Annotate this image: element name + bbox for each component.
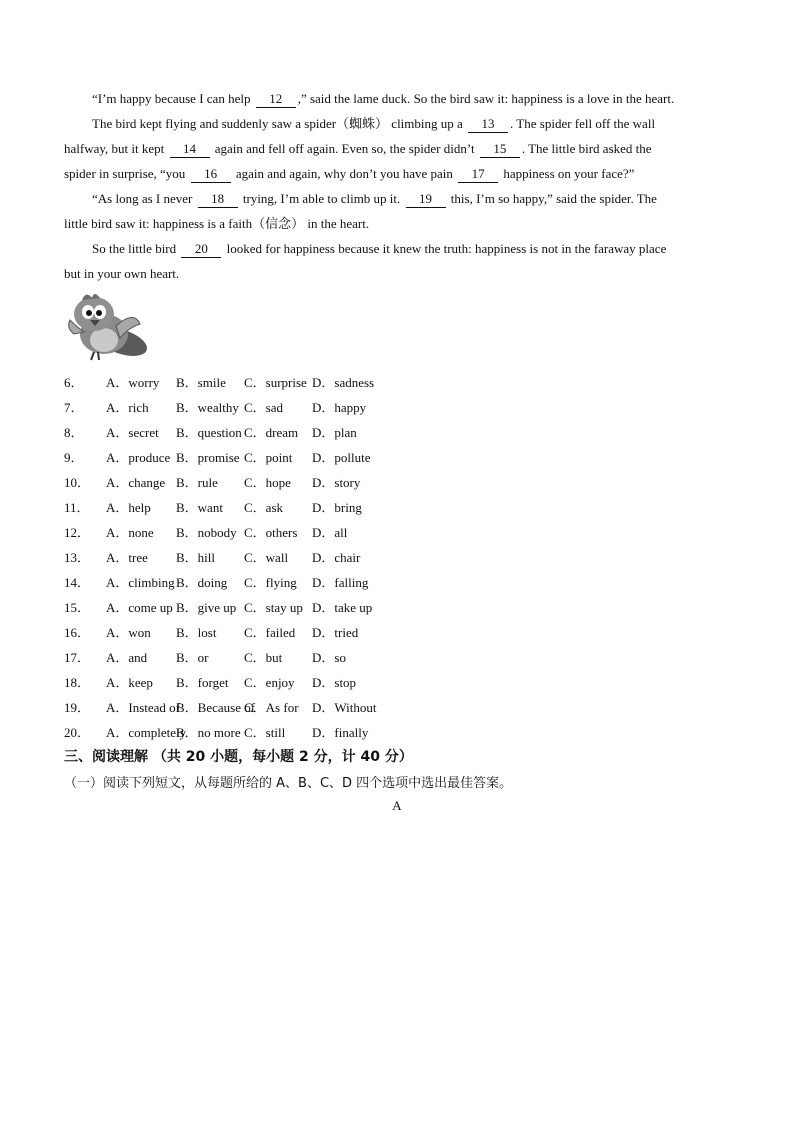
passage-text: spider in surprise, “you	[64, 166, 189, 181]
option-b[interactable]: B．or	[176, 650, 209, 665]
passage-text: this, I’m so happy,” said the spider. The	[447, 191, 657, 206]
question-number: 18．	[64, 675, 91, 690]
question-number: 17．	[64, 650, 91, 665]
passage-text: little bird saw it: happiness is a faith（信念） in the heart.	[64, 216, 370, 231]
question-number: 15．	[64, 600, 91, 615]
option-d[interactable]: D．finally	[312, 725, 369, 740]
option-d[interactable]: D．happy	[312, 400, 367, 415]
option-c[interactable]: C．point	[244, 450, 293, 465]
blank-12: 12	[256, 90, 296, 108]
option-a[interactable]: A．none	[106, 525, 154, 540]
option-a[interactable]: A．change	[106, 475, 166, 490]
option-c[interactable]: C．enjoy	[244, 675, 295, 690]
option-c[interactable]: C．failed	[244, 625, 296, 640]
question-number: 20．	[64, 725, 91, 740]
option-b[interactable]: B．Because of	[176, 700, 256, 715]
question-number: 10．	[64, 475, 91, 490]
passage-text: happiness on your face?”	[500, 166, 635, 181]
option-c[interactable]: C．sad	[244, 400, 284, 415]
option-b[interactable]: B．lost	[176, 625, 217, 640]
passage-line	[64, 161, 724, 186]
blank-20: 20	[181, 240, 221, 258]
option-c[interactable]: C．flying	[244, 575, 297, 590]
option-b[interactable]: B．nobody	[176, 525, 237, 540]
option-a[interactable]: A．produce	[106, 450, 171, 465]
passage-text: looked for happiness because it knew the truth: happiness is not in the faraway place	[223, 241, 667, 256]
blank-17: 17	[458, 165, 498, 183]
option-c[interactable]: C．hope	[244, 475, 291, 490]
option-b[interactable]: B．forget	[176, 675, 229, 690]
question-number: 11．	[64, 500, 90, 515]
passage-text: The bird kept flying and suddenly saw a spider（蜘蛛） climbing up a	[92, 116, 467, 131]
passage-text: halfway, but it kept	[64, 141, 168, 156]
option-d[interactable]: D．stop	[312, 675, 357, 690]
option-c[interactable]: C．wall	[244, 550, 289, 565]
option-c[interactable]: C．others	[244, 525, 298, 540]
option-a[interactable]: A．won	[106, 625, 151, 640]
blank-16: 16	[191, 165, 231, 183]
passage-line	[64, 261, 724, 286]
option-b[interactable]: B．give up	[176, 600, 237, 615]
section-title: 三、阅读理解 （共 20 小题，每小题 2 分，计 40 分）	[64, 749, 413, 765]
option-d[interactable]: D．pollute	[312, 450, 371, 465]
passage-text: again and again, why don’t you have pain	[232, 166, 457, 181]
question-number: 13．	[64, 550, 91, 565]
passage-line	[64, 111, 724, 136]
passage-text: trying, I’m able to climb up it.	[239, 191, 404, 206]
question-number: 12．	[64, 525, 91, 540]
passage-text: “I’m happy because I can help	[92, 91, 254, 106]
option-b[interactable]: B．question	[176, 425, 242, 440]
passage-line	[64, 136, 724, 161]
option-a[interactable]: A．climbing	[106, 575, 175, 590]
option-a[interactable]: A．keep	[106, 675, 153, 690]
passage-line	[64, 86, 724, 111]
option-b[interactable]: B．no more	[176, 725, 241, 740]
passage-text: . The spider fell off the wall	[510, 116, 656, 131]
option-a[interactable]: A．secret	[106, 425, 159, 440]
option-a[interactable]: A．completely	[106, 725, 187, 740]
option-b[interactable]: B．promise	[176, 450, 240, 465]
question-number: 6．	[64, 375, 84, 390]
passage-label: A	[392, 798, 402, 813]
option-a[interactable]: A．worry	[106, 375, 160, 390]
question-number: 19．	[64, 700, 91, 715]
question-number: 7．	[64, 400, 84, 415]
blank-18: 18	[198, 190, 238, 208]
option-d[interactable]: D．sadness	[312, 375, 375, 390]
blank-15: 15	[480, 140, 520, 158]
option-a[interactable]: A．Instead of	[106, 700, 181, 715]
option-b[interactable]: B．doing	[176, 575, 228, 590]
passage-text: again and fell off again. Even so, the spider didn’t	[211, 141, 478, 156]
option-c[interactable]: C．surprise	[244, 375, 307, 390]
option-d[interactable]: D．bring	[312, 500, 362, 515]
option-d[interactable]: D．take up	[312, 600, 373, 615]
option-b[interactable]: B．hill	[176, 550, 216, 565]
question-number: 8．	[64, 425, 84, 440]
option-c[interactable]: C．still	[244, 725, 286, 740]
option-d[interactable]: D．plan	[312, 425, 357, 440]
option-c[interactable]: C．As for	[244, 700, 299, 715]
question-number: 16．	[64, 625, 91, 640]
passage-text: “As long as I never	[92, 191, 196, 206]
passage-line	[64, 236, 724, 261]
option-a[interactable]: A．come up	[106, 600, 173, 615]
blank-13: 13	[468, 115, 508, 133]
cartoon-bird-icon	[64, 290, 150, 366]
option-c[interactable]: C．stay up	[244, 600, 303, 615]
blank-14: 14	[170, 140, 210, 158]
option-a[interactable]: A．help	[106, 500, 151, 515]
option-b[interactable]: B．smile	[176, 375, 226, 390]
option-b[interactable]: B．want	[176, 500, 223, 515]
blank-19: 19	[406, 190, 446, 208]
passage-text: but in your own heart.	[64, 266, 180, 281]
option-d[interactable]: D．Without	[312, 700, 377, 715]
question-number: 14．	[64, 575, 91, 590]
passage-line	[64, 211, 724, 236]
option-d[interactable]: D．so	[312, 650, 346, 665]
option-c[interactable]: C．ask	[244, 500, 284, 515]
passage-text: . The little bird asked the	[521, 141, 652, 156]
option-c[interactable]: C．dream	[244, 425, 299, 440]
cloze-passage	[64, 86, 724, 286]
option-b[interactable]: B．rule	[176, 475, 218, 490]
passage-line	[64, 186, 724, 211]
option-d[interactable]: D．tried	[312, 625, 359, 640]
option-a[interactable]: A．rich	[106, 400, 149, 415]
option-d[interactable]: D．chair	[312, 550, 361, 565]
section-instruction: （一）阅读下列短文，从每题所给的 A、B、C、D 四个选项中选出最佳答案。	[64, 776, 513, 791]
option-d[interactable]: D．falling	[312, 575, 369, 590]
option-d[interactable]: D．all	[312, 525, 348, 540]
option-d[interactable]: D．story	[312, 475, 361, 490]
passage-text: So the little bird	[92, 241, 180, 256]
option-a[interactable]: A．tree	[106, 550, 148, 565]
option-c[interactable]: C．but	[244, 650, 283, 665]
question-number: 9．	[64, 450, 84, 465]
passage-text: ,” said the lame duck. So the bird saw it: happiness is a love in the heart.	[297, 91, 675, 106]
option-b[interactable]: B．wealthy	[176, 400, 239, 415]
option-a[interactable]: A．and	[106, 650, 148, 665]
